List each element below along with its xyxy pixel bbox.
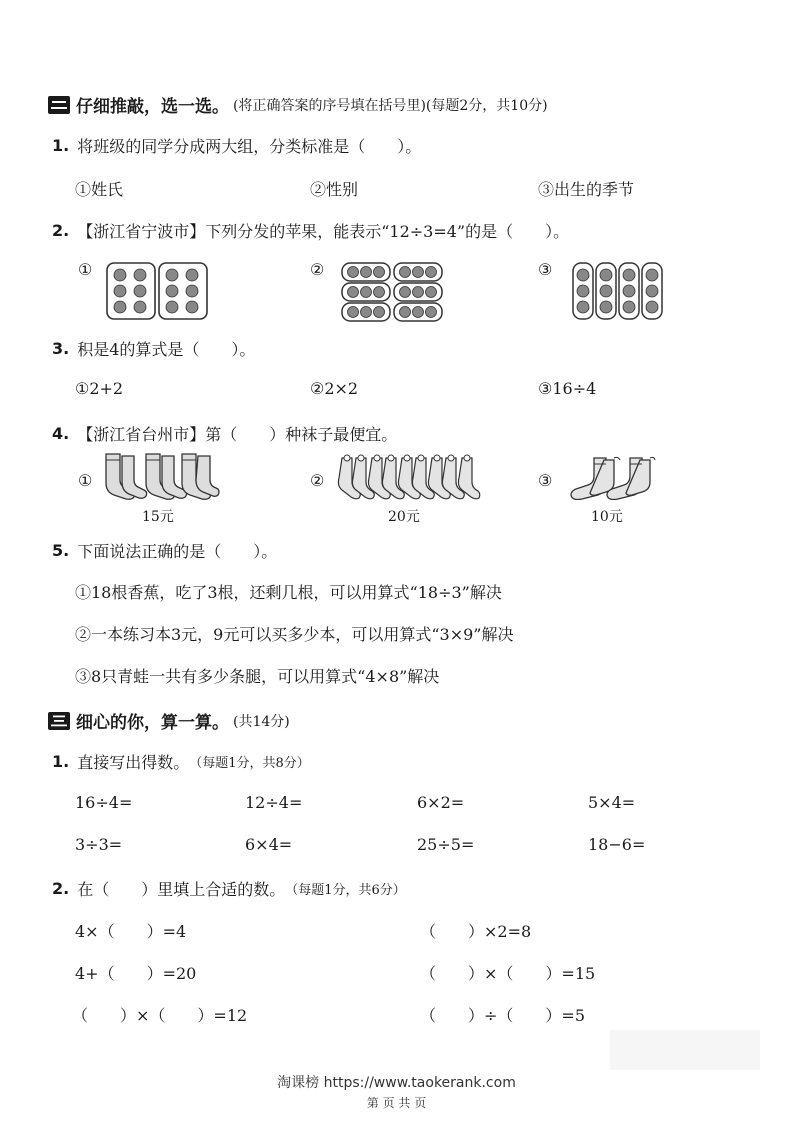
q3-option-1: ①2+2 — [75, 379, 124, 398]
apples-four-columns-image — [572, 262, 664, 324]
q4-price-3: 10元 — [591, 509, 623, 525]
footer-site: 淘课榜 https://www.taokerank.com — [277, 1075, 516, 1091]
calc-question-1 — [52, 750, 310, 773]
calc-item: 16÷4= — [75, 793, 133, 812]
question-number: 5. — [52, 541, 70, 560]
fill-blank-item: （ ）×2=8 — [420, 922, 532, 941]
q5-statement-2: ②一本练习本3元，9元可以买多少本，可以用算式“3×9”解决 — [75, 625, 514, 644]
section2-header — [48, 708, 290, 733]
question-note: （每题1分，共8分） — [189, 756, 310, 771]
section2-note: (共14分) — [233, 713, 290, 730]
question-text: 积是4的算式是（ ）。 — [77, 340, 256, 359]
question-text: 【浙江省宁波市】下列分发的苹果，能表示“12÷3=4”的是（ ）。 — [77, 222, 570, 241]
section1-title: 仔细推敲，选一选。 — [76, 97, 229, 117]
socks-option-1-image — [102, 452, 222, 504]
q4-marker-2: ② — [310, 471, 325, 490]
question-4 — [52, 422, 397, 445]
q3-option-3: ③16÷4 — [538, 379, 597, 398]
question-number: 1. — [52, 752, 70, 771]
section-three-icon — [48, 712, 70, 730]
faint-corner-mark — [610, 1030, 760, 1070]
q4-marker-1: ① — [78, 471, 93, 490]
q1-option-2: ②性别 — [310, 180, 359, 199]
question-text: 【浙江省台州市】第（ ）种袜子最便宜。 — [77, 425, 398, 444]
calc-question-2 — [52, 877, 406, 900]
calc-item: 6×2= — [417, 793, 465, 812]
section1-note: (将正确答案的序号填在括号里)(每题2分，共10分) — [233, 97, 548, 114]
fill-blank-item: 4×（ ）=4 — [75, 922, 187, 941]
q5-statement-3: ③8只青蛙一共有多少条腿，可以用算式“4×8”解决 — [75, 667, 440, 686]
q2-marker-1: ① — [78, 260, 93, 279]
q3-option-2: ②2×2 — [310, 379, 359, 398]
question-note: （每题1分，共6分） — [285, 883, 406, 898]
fill-blank-item: （ ）×（ ）=15 — [420, 964, 596, 983]
question-number: 2. — [52, 879, 70, 898]
footer-page: 第 页 共 页 — [366, 1096, 427, 1110]
calc-item: 12÷4= — [245, 793, 303, 812]
section-two-icon — [48, 96, 70, 114]
section2-title: 细心的你，算一算。 — [76, 713, 229, 733]
fill-blank-item: （ ）÷（ ）=5 — [420, 1006, 585, 1025]
question-2 — [52, 219, 569, 242]
fill-blank-item: （ ）×（ ）=12 — [72, 1006, 248, 1025]
apples-four-groups-image — [341, 262, 443, 326]
question-text: 将班级的同学分成两大组，分类标准是（ ）。 — [77, 137, 422, 156]
question-5 — [52, 539, 277, 562]
fill-blank-item: 4+（ ）=20 — [75, 964, 197, 983]
q2-marker-3: ③ — [538, 260, 553, 279]
calc-item: 18−6= — [588, 835, 646, 854]
question-1 — [52, 134, 421, 157]
calc-item: 5×4= — [588, 793, 636, 812]
q5-statement-1: ①18根香蕉，吃了3根，还剩几根，可以用算式“18÷3”解决 — [75, 583, 502, 602]
apples-two-groups-image — [106, 262, 208, 324]
question-text: 下面说法正确的是（ ）。 — [77, 542, 278, 561]
q4-marker-3: ③ — [538, 471, 553, 490]
question-number: 3. — [52, 339, 70, 358]
question-number: 4. — [52, 424, 70, 443]
section1-header — [48, 92, 548, 117]
calc-item: 25÷5= — [417, 835, 475, 854]
socks-option-3-image — [568, 454, 656, 504]
q1-option-1: ①姓氏 — [75, 180, 124, 199]
question-number: 2. — [52, 221, 70, 240]
q4-price-1: 15元 — [142, 509, 174, 525]
question-number: 1. — [52, 136, 70, 155]
question-text: 在（ ）里填上合适的数。 — [77, 880, 286, 899]
question-text: 直接写出得数。 — [77, 753, 190, 772]
q1-option-3: ③出生的季节 — [538, 180, 635, 199]
calc-item: 6×4= — [245, 835, 293, 854]
socks-option-2-image — [336, 454, 484, 506]
question-3 — [52, 337, 255, 360]
q4-price-2: 20元 — [388, 509, 420, 525]
q2-marker-2: ② — [310, 260, 325, 279]
calc-item: 3÷3= — [75, 835, 123, 854]
